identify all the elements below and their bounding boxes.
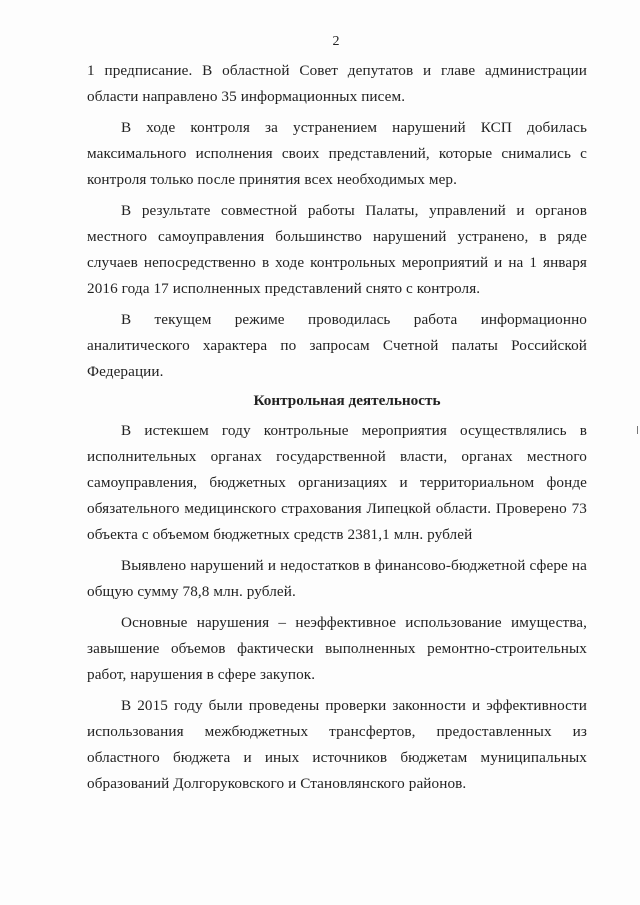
paragraph-joint-work: В результате совместной работы Палаты, управлений и органов местного самоуправления большинство нарушений устранено, в ряде случаев непосредственно в ходе контрольных мероприятий и на 1 января 2016 года 17 исполненных представлений снято с контроля. <box>87 202 587 297</box>
paragraph-main-violations: Основные нарушения – неэффективное использование имущества, завышение объемов фактически выполненных ремонтно-строительных работ, нарушения в сфере закупок. <box>87 614 587 683</box>
page-number: 2 <box>332 34 340 49</box>
paragraph-control-activities: В истекшем году контрольные мероприятия осуществлялись в исполнительных органах государственной власти, органах местного самоуправления, бюджетных организациях и территориальном фонде обязательного медицинского страхования Липецкой области. Проверено 73 объекта с объемом бюджетных средств 2381,1 млн. рублей <box>87 422 587 543</box>
document-body <box>87 58 587 797</box>
scan-edge-mark <box>637 426 638 434</box>
paragraph-analytical-work: В текущем режиме проводилась работа информационно аналитического характера по запросам Счетной палаты Российской Федерации. <box>87 311 587 380</box>
paragraph-continuation: 1 предписание. В областной Совет депутатов и главе администрации области направлено 35 информационных писем. <box>87 62 587 105</box>
paragraph-transfers-audit: В 2015 году были проведены проверки законности и эффективности использования межбюджетных трансфертов, предоставленных из областного бюджета и иных источников бюджетам муниципальных образований Долгоруковского и Становлянского районов. <box>87 697 587 792</box>
paragraph-violations-found: Выявлено нарушений и недостатков в финансово-бюджетной сфере на общую сумму 78,8 млн. рублей. <box>87 557 587 600</box>
section-heading: Контрольная деятельность <box>253 392 441 409</box>
paragraph-control-results: В ходе контроля за устранением нарушений КСП добилась максимального исполнения своих представлений, которые снимались с контроля только после принятия всех необходимых мер. <box>87 119 587 188</box>
